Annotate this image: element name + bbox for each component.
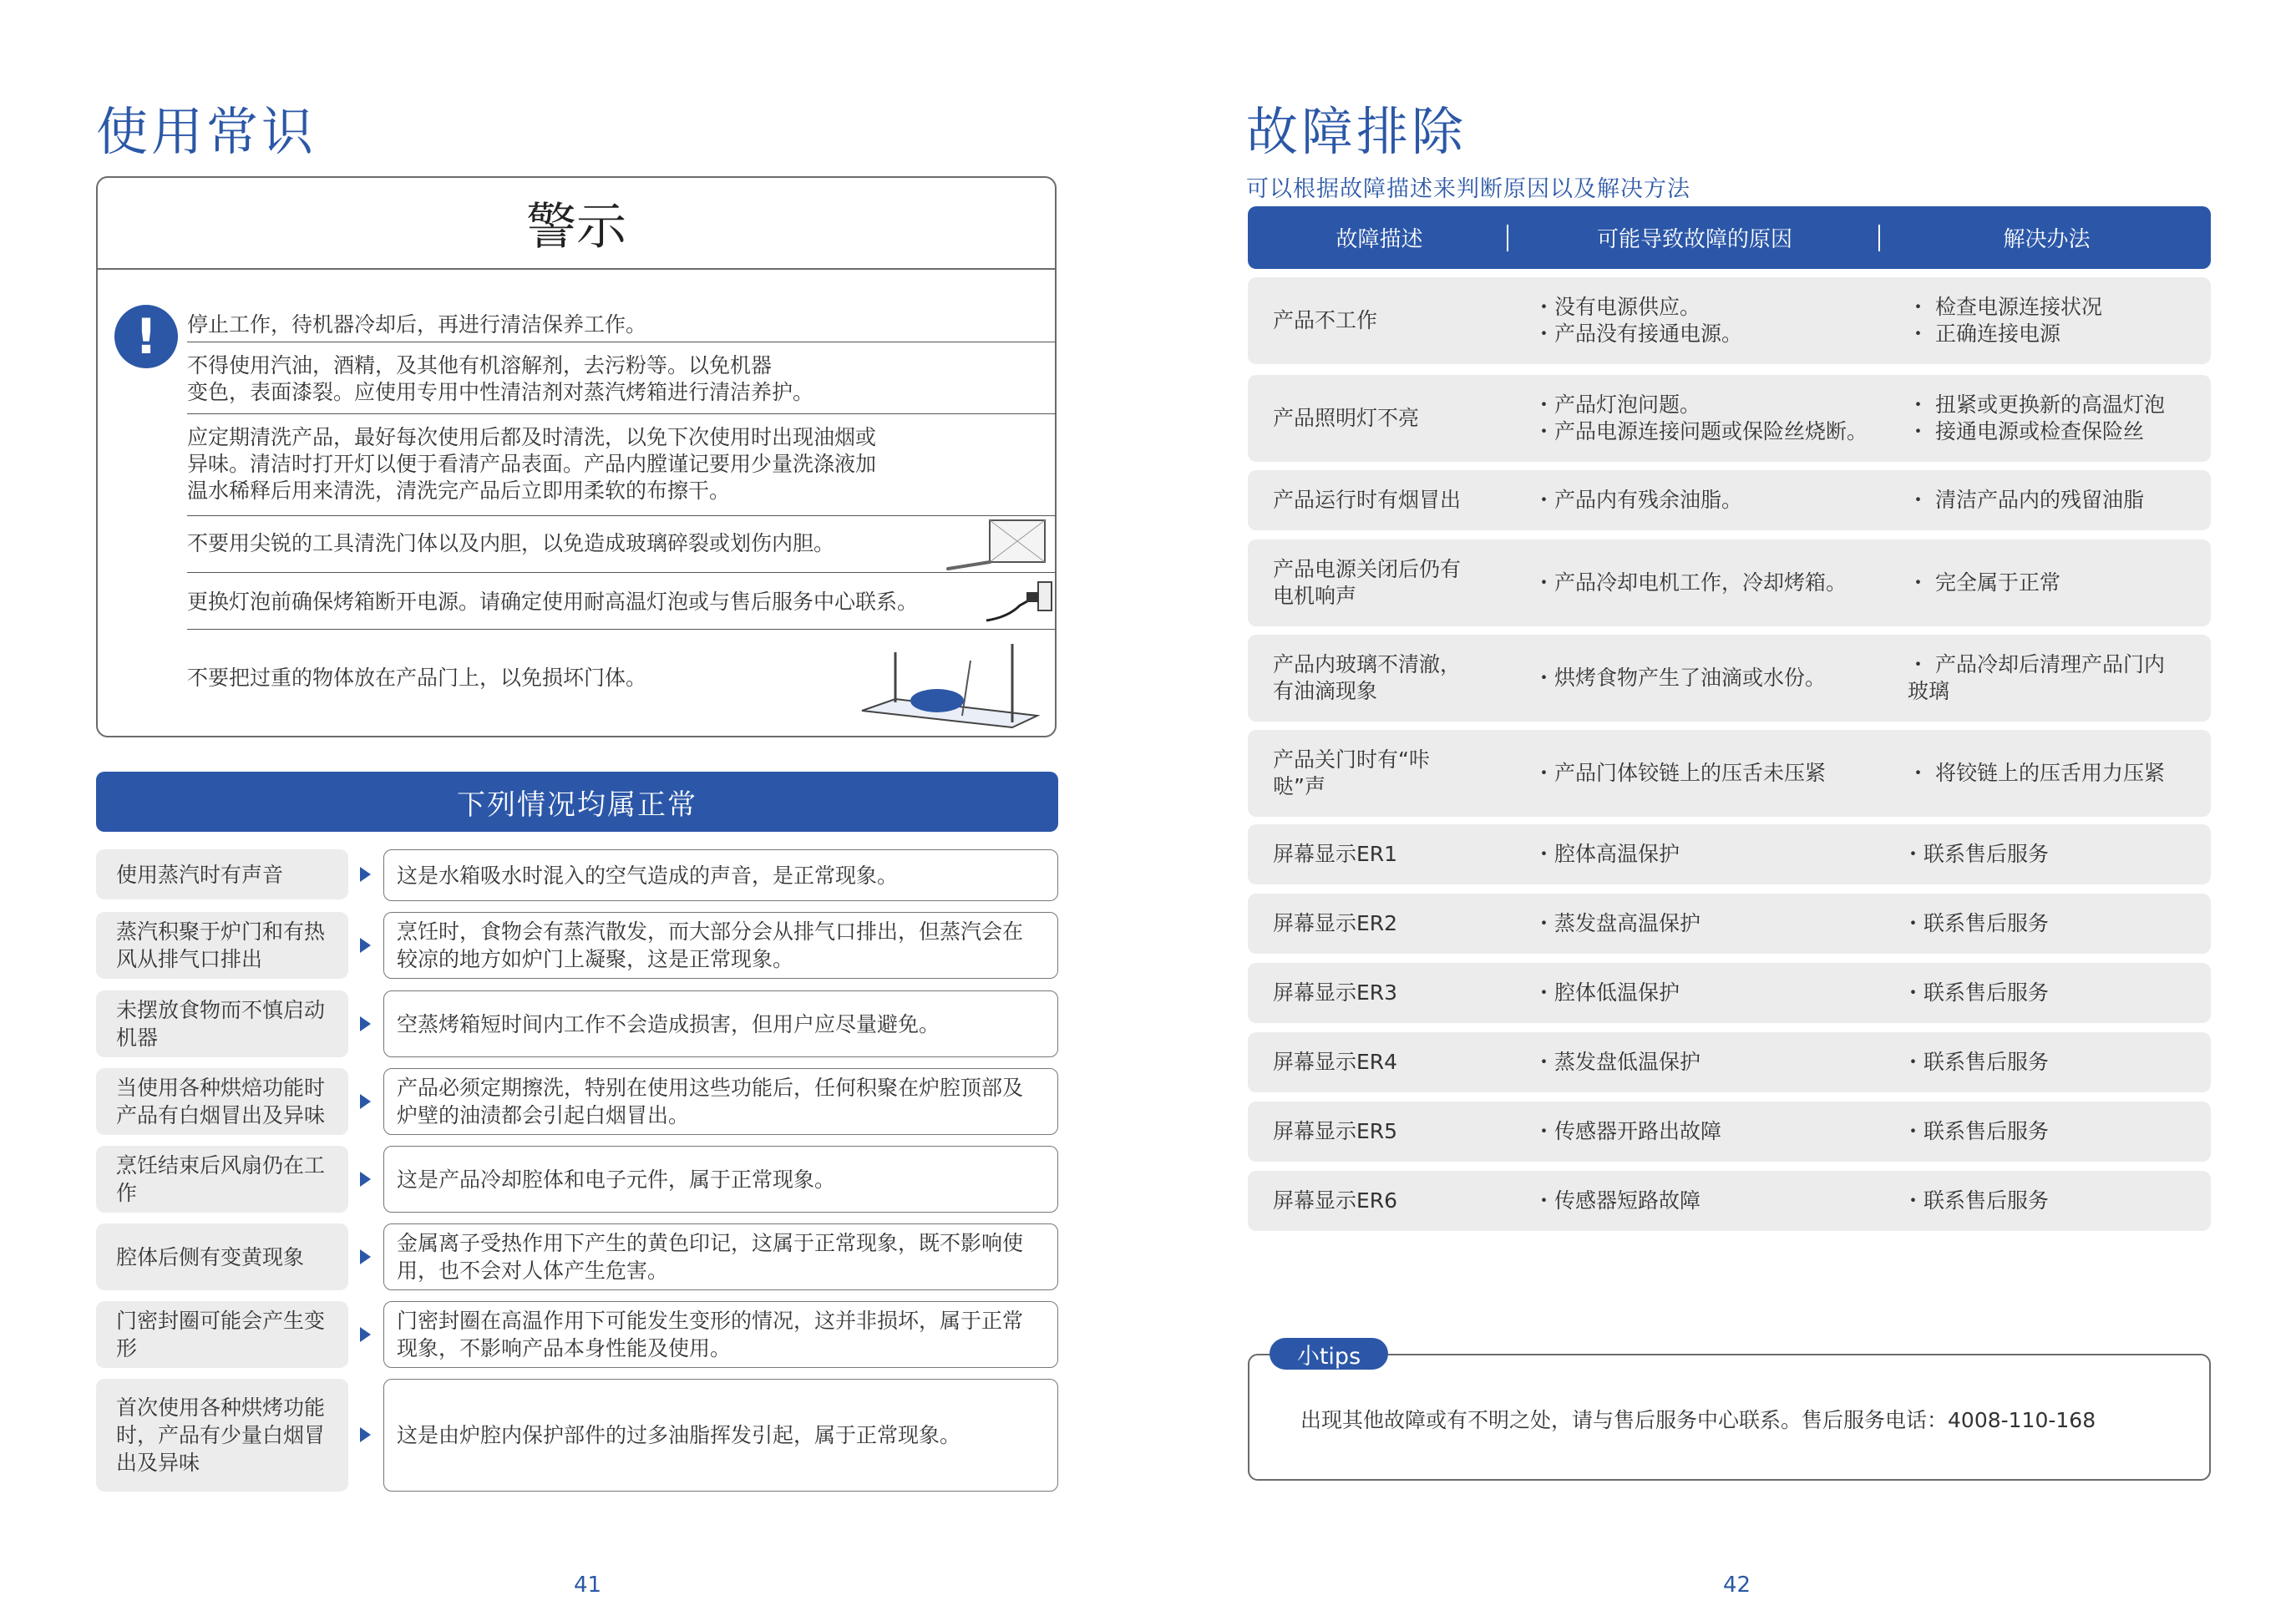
divider xyxy=(187,572,1056,573)
warning-item: 应定期清洗产品，最好每次使用后都及时清洗，以免下次使用时出现油烟或 异味。清洁时打开灯以便于看清产品表面。产品内膛谨记要用少量洗涤液加 温水稀释后用来清洗，清洗完产品后立即用柔软的布擦干。 xyxy=(187,425,877,503)
table-row xyxy=(1248,539,2211,626)
solution-cell: ・ 完全属于正常 xyxy=(1908,570,2060,595)
fault-cell: 产品电源关闭后仍有 电机响声 xyxy=(1273,557,1462,608)
cause-cell: ・产品门体铰链上的压舌未压紧 xyxy=(1533,761,1827,785)
page-number-left: 41 xyxy=(574,1573,602,1598)
divider xyxy=(187,629,1056,630)
normal-section-header: 下列情况均属正常 xyxy=(96,772,1058,832)
cause-cell: ・蒸发盘高温保护 xyxy=(1533,911,1701,935)
normal-situation: 使用蒸汽时有声音 xyxy=(96,849,348,899)
solution-cell: ・联系售后服务 xyxy=(1903,911,2050,935)
table-row xyxy=(1248,1102,2211,1162)
cause-cell: ・产品灯泡问题。 ・产品电源连接问题或保险丝烧断。 xyxy=(1533,393,1868,443)
normal-explanation: 这是水箱吸水时混入的空气造成的声音，是正常现象。 xyxy=(383,849,1058,901)
divider xyxy=(1878,225,1880,251)
cause-cell: ・产品内有残余油脂。 xyxy=(1533,488,1743,512)
fault-cell: 产品关门时有“咔 哒”声 xyxy=(1273,747,1430,798)
divider xyxy=(1507,225,1508,251)
table-row xyxy=(1248,1171,2211,1231)
normal-situation: 烹饪结束后风扇仍在工 作 xyxy=(96,1146,348,1213)
table-row xyxy=(1248,730,2211,817)
normal-situation: 未摆放食物而不慎启动 机器 xyxy=(96,990,348,1057)
cause-cell: ・烘烤食物产生了油滴或水份。 xyxy=(1533,666,1827,690)
fault-cell: 产品内玻璃不清澈， 有油滴现象 xyxy=(1273,652,1462,703)
arrow-right-icon xyxy=(360,1016,371,1031)
normal-explanation: 产品必须定期擦洗，特别在使用这些功能后，任何积聚在炉腔顶部及 炉壁的油渍都会引起白烟冒出。 xyxy=(383,1068,1058,1135)
table-row xyxy=(1248,470,2211,530)
table-row xyxy=(1248,1032,2211,1092)
arrow-right-icon xyxy=(360,1249,371,1264)
fault-cell: 产品照明灯不亮 xyxy=(1273,406,1420,430)
cause-cell: ・没有电源供应。 ・产品没有接通电源。 xyxy=(1533,295,1743,346)
warning-item: 不要把过重的物体放在产品门上，以免损坏门体。 xyxy=(187,666,647,690)
normal-explanation: 门密封圈在高温作用下可能发生变形的情况，这并非损坏，属于正常 现象，不影响产品本身性能及使用。 xyxy=(383,1301,1058,1368)
divider xyxy=(187,413,1056,414)
solution-cell: ・联系售后服务 xyxy=(1903,1119,2050,1143)
fault-cell: 屏幕显示ER6 xyxy=(1273,1188,1398,1213)
normal-explanation: 金属离子受热作用下产生的黄色印记，这属于正常现象，既不影响使 用，也不会对人体产生危害。 xyxy=(383,1223,1058,1290)
solution-cell: ・ 检查电源连接状况 ・ 正确连接电源 xyxy=(1908,295,2102,346)
fault-cell: 屏幕显示ER1 xyxy=(1273,842,1398,866)
cause-cell: ・腔体低温保护 xyxy=(1533,980,1680,1005)
solution-cell: ・联系售后服务 xyxy=(1903,1188,2050,1213)
solution-cell: ・联系售后服务 xyxy=(1903,980,2050,1005)
page-number-right: 42 xyxy=(1723,1573,1751,1598)
page-title-right: 故障排除 xyxy=(1246,101,1467,162)
cause-cell: ・传感器开路出故障 xyxy=(1533,1119,1722,1143)
arrow-right-icon xyxy=(360,1327,371,1342)
normal-situation: 腔体后侧有变黄现象 xyxy=(96,1223,348,1290)
normal-situation: 蒸汽积聚于炉门和有热 风从排气口排出 xyxy=(96,912,348,979)
warning-item: 停止工作，待机器冷却后，再进行清洁保养工作。 xyxy=(187,312,647,337)
fault-cell: 产品运行时有烟冒出 xyxy=(1273,488,1462,512)
solution-cell: ・ 产品冷却后清理产品门内 玻璃 xyxy=(1908,652,2165,703)
divider xyxy=(187,515,1056,516)
fault-cell: 产品不工作 xyxy=(1273,308,1378,332)
normal-explanation: 烹饪时，食物会有蒸汽散发，而大部分会从排气口排出，但蒸汽会在 较凉的地方如炉门上凝聚，这是正常现象。 xyxy=(383,912,1058,979)
table-row xyxy=(1248,894,2211,954)
normal-explanation: 空蒸烤箱短时间内工作不会造成损害，但用户应尽量避免。 xyxy=(383,990,1058,1057)
arrow-right-icon xyxy=(360,867,371,882)
fault-cell: 屏幕显示ER4 xyxy=(1273,1050,1398,1074)
column-header-solution: 解决办法 xyxy=(2003,227,2091,252)
tips-text: 出现其他故障或有不明之处，请与售后服务中心联系。售后服务电话：4008-110-168 xyxy=(1300,1408,2096,1432)
normal-situation: 当使用各种烘焙功能时 产品有白烟冒出及异味 xyxy=(96,1068,348,1135)
table-row xyxy=(1248,963,2211,1023)
solution-cell: ・ 清洁产品内的残留油脂 xyxy=(1908,488,2144,512)
normal-explanation: 这是由炉腔内保护部件的过多油脂挥发引起，属于正常现象。 xyxy=(383,1379,1058,1492)
column-header-fault: 故障描述 xyxy=(1336,227,1423,252)
table-header xyxy=(1248,206,2211,269)
cause-cell: ・传感器短路故障 xyxy=(1533,1188,1701,1213)
exclamation-icon: ! xyxy=(114,305,178,368)
warning-item: 更换灯泡前确保烤箱断开电源。请确定使用耐高温灯泡或与售后服务中心联系。 xyxy=(187,590,919,614)
arrow-right-icon xyxy=(360,1172,371,1187)
solution-cell: ・联系售后服务 xyxy=(1903,842,2050,866)
page-title-left: 使用常识 xyxy=(96,101,317,162)
plug-illustration xyxy=(983,577,1058,627)
warning-box xyxy=(96,176,1057,737)
column-header-cause: 可能导致故障的原因 xyxy=(1596,227,1792,252)
cause-cell: ・产品冷却电机工作，冷却烤箱。 xyxy=(1533,570,1847,595)
subtitle: 可以根据故障描述来判断原因以及解决方法 xyxy=(1246,176,1690,202)
fault-cell: 屏幕显示ER5 xyxy=(1273,1119,1398,1143)
table-row xyxy=(1248,277,2211,364)
tips-badge: 小tips xyxy=(1270,1338,1388,1370)
normal-explanation: 这是产品冷却腔体和电子元件，属于正常现象。 xyxy=(383,1146,1058,1213)
cause-cell: ・蒸发盘低温保护 xyxy=(1533,1050,1701,1074)
arrow-right-icon xyxy=(360,938,371,953)
fault-cell: 屏幕显示ER3 xyxy=(1273,980,1398,1005)
table-row xyxy=(1248,824,2211,884)
warning-item: 不得使用汽油，酒精，及其他有机溶解剂，去污粉等。以免机器 变色，表面漆裂。应使用专用中性清洁剂对蒸汽烤箱进行清洁养护。 xyxy=(187,353,814,404)
table-row xyxy=(1248,635,2211,722)
glass-scratch-illustration xyxy=(940,515,1057,574)
warning-item: 不要用尖锐的工具清洗门体以及内胆，以免造成玻璃碎裂或划伤内胆。 xyxy=(187,531,835,555)
cause-cell: ・腔体高温保护 xyxy=(1533,842,1680,866)
warning-title: 警示 xyxy=(98,178,1055,270)
arrow-right-icon xyxy=(360,1094,371,1109)
arrow-right-icon xyxy=(360,1427,371,1442)
solution-cell: ・联系售后服务 xyxy=(1903,1050,2050,1074)
oven-door-illustration xyxy=(845,636,1054,736)
normal-situation: 门密封圈可能会产生变 形 xyxy=(96,1301,348,1368)
solution-cell: ・ 扭紧或更换新的高温灯泡 ・ 接通电源或检查保险丝 xyxy=(1908,393,2165,443)
solution-cell: ・ 将铰链上的压舌用力压紧 xyxy=(1908,761,2165,785)
table-row xyxy=(1248,375,2211,462)
normal-situation: 首次使用各种烘烤功能 时，产品有少量白烟冒 出及异味 xyxy=(96,1379,348,1492)
fault-cell: 屏幕显示ER2 xyxy=(1273,911,1398,935)
